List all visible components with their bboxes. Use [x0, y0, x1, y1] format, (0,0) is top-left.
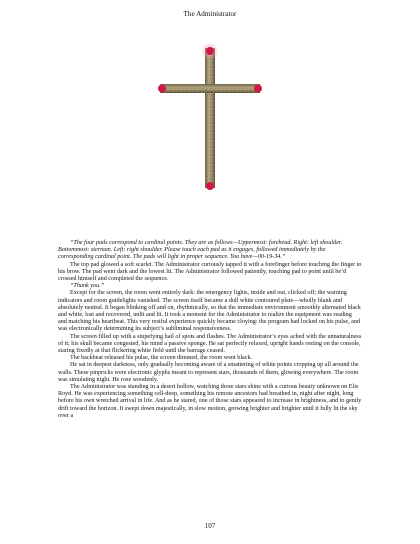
paragraph-7: He sat in deepest darkness, only gradually becoming aware of a smattering of white points cropping up all around the walls. These pinpricks were electronic glyphs meant to represent stars, thousands of them, glowing everywhere. The room was simulating night. He rose woodenly. [58, 362, 359, 383]
cross-icon [150, 36, 270, 196]
left-pad [158, 85, 166, 93]
paragraph-5: The screen filled up with a stupefying hail of spots and flashes. The Administrator’s eyes ached with the unnaturalness of it; his skull became congested, his mind a passive sponge. He sat perfectly relaxed, upright hands resting on the console, staring fixedly at that flickering white field until the barrage ceased. [58, 333, 362, 355]
cross-figure [150, 36, 270, 196]
paragraph-2: The top pad glowed a soft scarlet. The Administrator curiously tapped it with a forefinger before touching the finger to his brow. The pad went dark and the lowest lit. The Administrator followed patiently, touching pad to point until he’d crossed himself and completed the sequence. [58, 261, 362, 283]
running-head: The Administrator [183, 10, 237, 18]
paragraph-8: The Administrator was standing in a desert hollow, watching those stars shine with a curious beauty unknown on Elis Royd. He was experiencing something cell-deep, something his remote ancestors had breathed in, night after night, long before his own wretched arrival in life. And as he stared, one of those stars appeared to increase in brightness, and to gently drift toward the horizon. It swept down majestically, in slow motion, growing brighter and brighter until it fully lit the sky over a [58, 384, 362, 419]
paragraph-3: “Thank you.” [70, 283, 105, 290]
paragraph-6: The backbeat released his pulse, the screen dimmed, the room went black. [70, 355, 253, 362]
paragraph-4: Except for the screen, the room went entirely dark: the emergency lights, inside and out, clicked off; the warning indicators and room guidelights vanished. The screen itself became a dull white contoured plate—wholly blank and absolutely neutral. It began blinking off and on, rhythmically, so that the immediate environment smoothly alternated black and white, lost and recovered, unlit and lit. It took a moment for the Administrator to realize the equipment was reading and matching his heartbeat. This very restful experience quickly became cloying: the program had locked on his pulse, and was electronically determining its subject’s subliminal responsiveness. [58, 290, 361, 333]
top-pad [206, 47, 214, 55]
page-number: 107 [204, 522, 216, 530]
paragraph-1: “The four pads correspond to cardinal points. They are as follows—Uppermost: forehead. Right: left shoulder. Bottommost: sternum. Left: right shoulder. Please touch each pad as it engages, followed immediately by the corresponding cardinal point. The pads will light in proper sequence. You have—00-19-34.” [58, 240, 343, 261]
bottom-pad [206, 182, 214, 190]
body-text [58, 240, 362, 420]
right-pad [254, 85, 262, 93]
